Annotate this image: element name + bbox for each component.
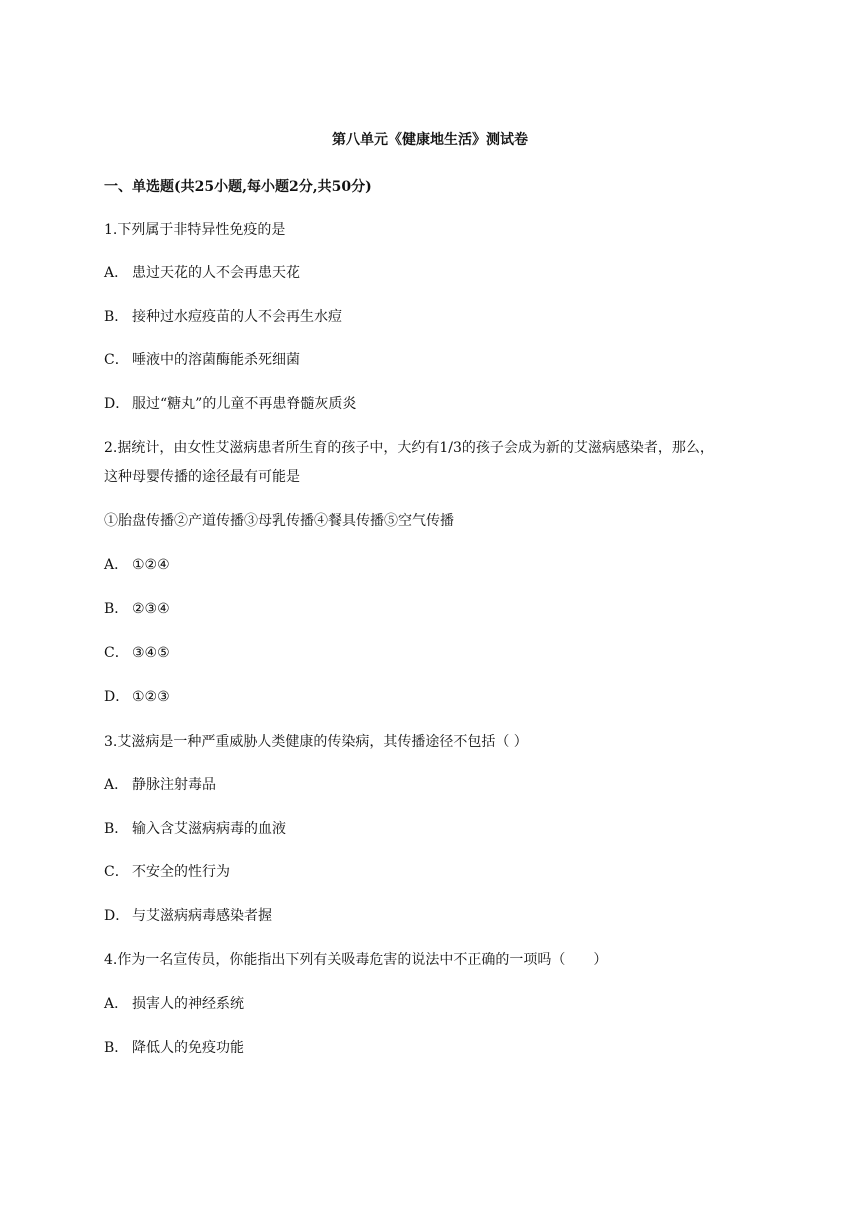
- option-letter: B．: [104, 601, 129, 617]
- option-letter: D．: [104, 396, 130, 412]
- question-1-option-c: [104, 350, 300, 370]
- option-text: 损害人的神经系统: [132, 996, 244, 1012]
- question-2-option-b: [104, 599, 170, 619]
- option-text: ②③④: [132, 601, 170, 617]
- option-text: 唾液中的溶菌酶能杀死细菌: [132, 352, 300, 368]
- option-text: 患过天花的人不会再患天花: [132, 265, 300, 281]
- option-text: 服过“糖丸”的儿童不再患脊髓灰质炎: [132, 396, 357, 412]
- section-heading: 一、单选题(共25小题,每小题2分,共50分): [104, 179, 372, 195]
- option-letter: D．: [104, 689, 130, 705]
- option-text: 输入含艾滋病病毒的血液: [132, 821, 286, 837]
- option-letter: C．: [104, 864, 129, 880]
- page-title: 第八单元《健康地生活》测试卷: [332, 132, 528, 148]
- option-text: 降低人的免疫功能: [132, 1040, 244, 1056]
- option-letter: A．: [104, 996, 129, 1012]
- question-4-option-b: [104, 1038, 244, 1058]
- option-text: 不安全的性行为: [132, 864, 230, 880]
- option-letter: B．: [104, 1040, 129, 1056]
- option-letter: A．: [104, 265, 129, 281]
- option-letter: A．: [104, 777, 129, 793]
- option-letter: D．: [104, 908, 130, 924]
- option-letter: B．: [104, 309, 129, 325]
- question-2-note: ①胎盘传播②产道传播③母乳传播④餐具传播⑤空气传播: [104, 513, 454, 529]
- option-letter: C．: [104, 645, 129, 661]
- option-text: 静脉注射毒品: [132, 777, 216, 793]
- option-text: ①②③: [132, 689, 170, 705]
- question-1-option-d: [104, 394, 356, 414]
- question-1-option-b: [104, 307, 342, 327]
- option-letter: C．: [104, 352, 129, 368]
- question-3-option-a: [104, 775, 216, 795]
- question-4-option-a: [104, 994, 244, 1014]
- option-letter: A．: [104, 557, 129, 573]
- question-3-option-d: [104, 906, 272, 926]
- option-text: ③④⑤: [132, 645, 170, 661]
- question-2-option-d: [104, 687, 170, 707]
- question-2-option-a: [104, 555, 170, 575]
- option-text: 接种过水痘疫苗的人不会再生水痘: [132, 309, 342, 325]
- option-text: ①②④: [132, 557, 170, 573]
- question-3-stem: 3.艾滋病是一种严重威胁人类健康的传染病，其传播途径不包括（ ）: [104, 734, 528, 750]
- question-3-option-b: [104, 819, 286, 839]
- option-text: 与艾滋病病毒感染者握: [132, 908, 272, 924]
- question-4-stem: 4.作为一名宣传员，你能指出下列有关吸毒危害的说法中不正确的一项吗（ ）: [104, 952, 608, 968]
- question-1-stem: 1.下列属于非特异性免疫的是: [104, 222, 286, 238]
- option-letter: B．: [104, 821, 129, 837]
- question-1-option-a: [104, 263, 300, 283]
- question-3-option-c: [104, 862, 230, 882]
- question-2-stem-line-2: 这种母婴传播的途径最有可能是: [104, 469, 300, 485]
- question-2-option-c: [104, 643, 170, 663]
- question-2-stem-line-1: 2.据统计，由女性艾滋病患者所生育的孩子中，大约有1/3的孩子会成为新的艾滋病感染者，那么，: [104, 440, 714, 456]
